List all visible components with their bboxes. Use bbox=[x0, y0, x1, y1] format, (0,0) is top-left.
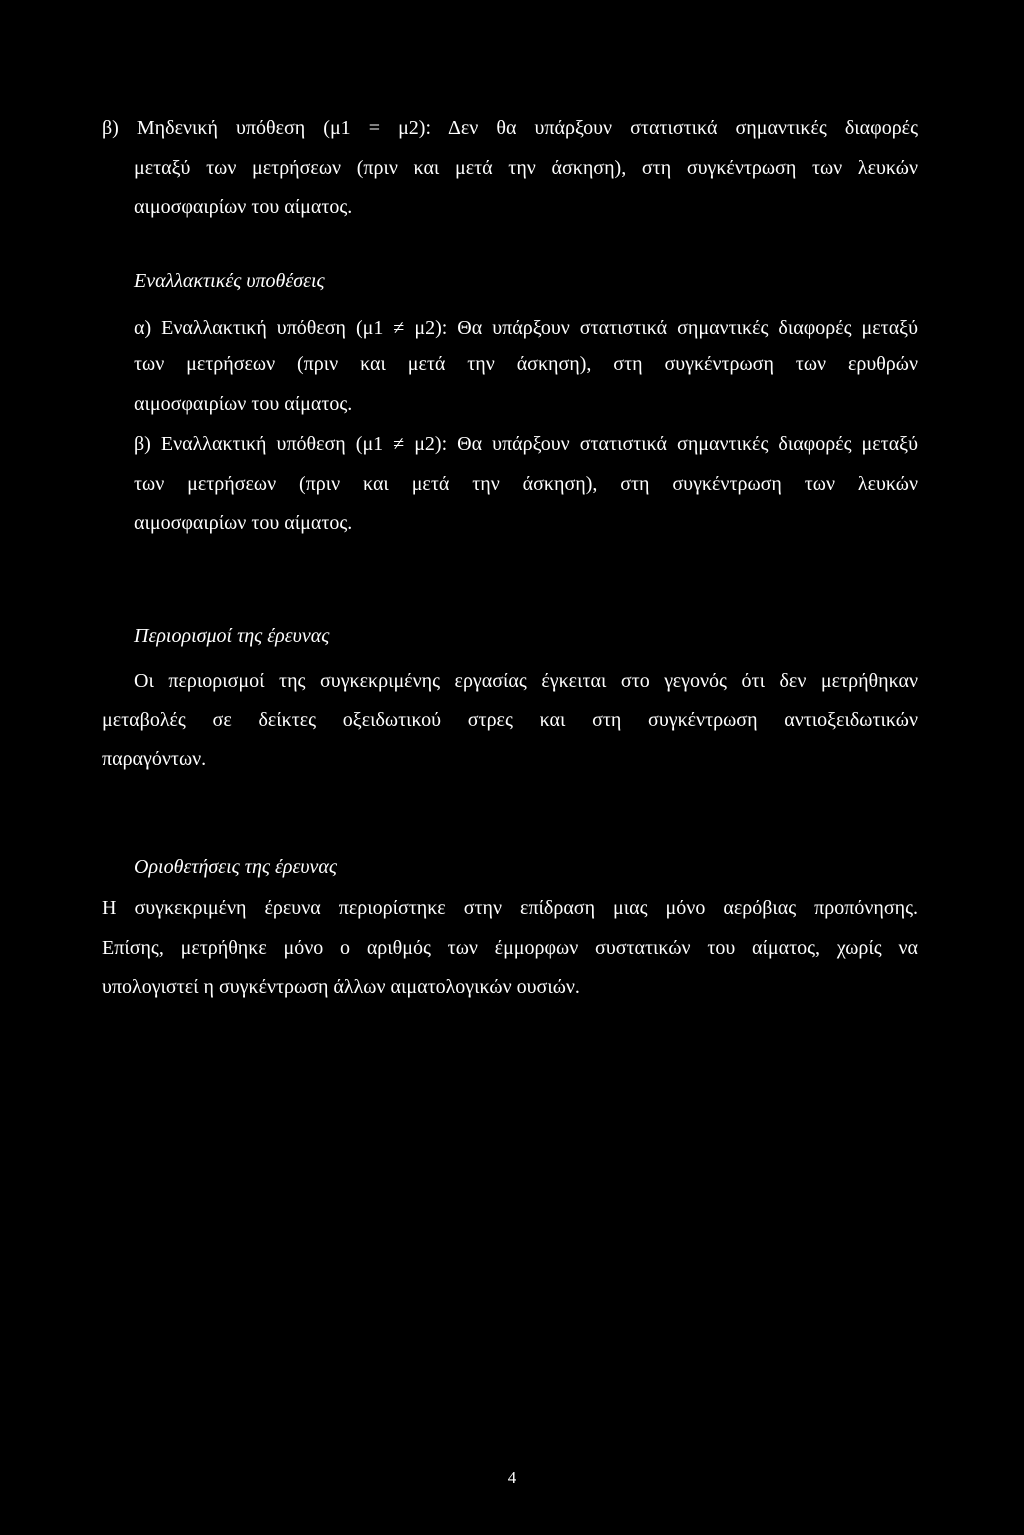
text-line: αιμοσφαιρίων του αίματος. bbox=[134, 196, 353, 218]
text-line: μεταβολές σε δείκτες οξειδωτικού στρες και στη συγκέντρωση αντιοξειδωτικών bbox=[102, 709, 918, 731]
alternative-hypothesis-a bbox=[102, 316, 918, 416]
text-line: παραγόντων. bbox=[102, 748, 207, 770]
delimitations-paragraph bbox=[102, 896, 918, 996]
limitations-paragraph bbox=[102, 669, 918, 769]
text-line: Η συγκεκριμένη έρευνα περιορίστηκε στην επίδραση μιας μόνο αερόβιας προπόνησης. bbox=[102, 897, 918, 919]
section-heading-limitations: Περιορισμοί της έρευνας bbox=[134, 625, 330, 647]
alternative-hypothesis-b bbox=[102, 432, 918, 532]
text-line: υπολογιστεί η συγκέντρωση άλλων αιματολογικών ουσιών. bbox=[102, 976, 580, 998]
section-heading-alternative-hypotheses: Εναλλακτικές υποθέσεις bbox=[134, 270, 325, 292]
text-line: β) Εναλλακτική υπόθεση (μ1 ≠ μ2): Θα υπάρξουν στατιστικά σημαντικές διαφορές μεταξύ bbox=[134, 433, 918, 455]
text-line: των μετρήσεων (πριν και μετά την άσκηση), στη συγκέντρωση των λευκών bbox=[134, 473, 918, 495]
text-line: Οι περιορισμοί της συγκεκριμένης εργασίας έγκειται στο γεγονός ότι δεν μετρήθηκαν bbox=[134, 670, 918, 692]
text-line: των μετρήσεων (πριν και μετά την άσκηση), στη συγκέντρωση των ερυθρών bbox=[134, 353, 918, 375]
text-line: αιμοσφαιρίων του αίματος. bbox=[134, 512, 353, 534]
section-heading-delimitations: Οριοθετήσεις της έρευνας bbox=[134, 856, 338, 878]
text-line: β) Μηδενική υπόθεση (μ1 = μ2): Δεν θα υπάρξουν στατιστικά σημαντικές διαφορές bbox=[102, 117, 918, 139]
null-hypothesis-b bbox=[102, 116, 918, 216]
text-line: α) Εναλλακτική υπόθεση (μ1 ≠ μ2): Θα υπάρξουν στατιστικά σημαντικές διαφορές μεταξύ bbox=[134, 317, 918, 339]
page-number: 4 bbox=[507, 1468, 517, 1487]
text-line: μεταξύ των μετρήσεων (πριν και μετά την άσκηση), στη συγκέντρωση των λευκών bbox=[134, 157, 918, 179]
text-line: Επίσης, μετρήθηκε μόνο ο αριθμός των έμμορφων συστατικών του αίματος, χωρίς να bbox=[102, 937, 918, 959]
text-line: αιμοσφαιρίων του αίματος. bbox=[134, 393, 353, 415]
